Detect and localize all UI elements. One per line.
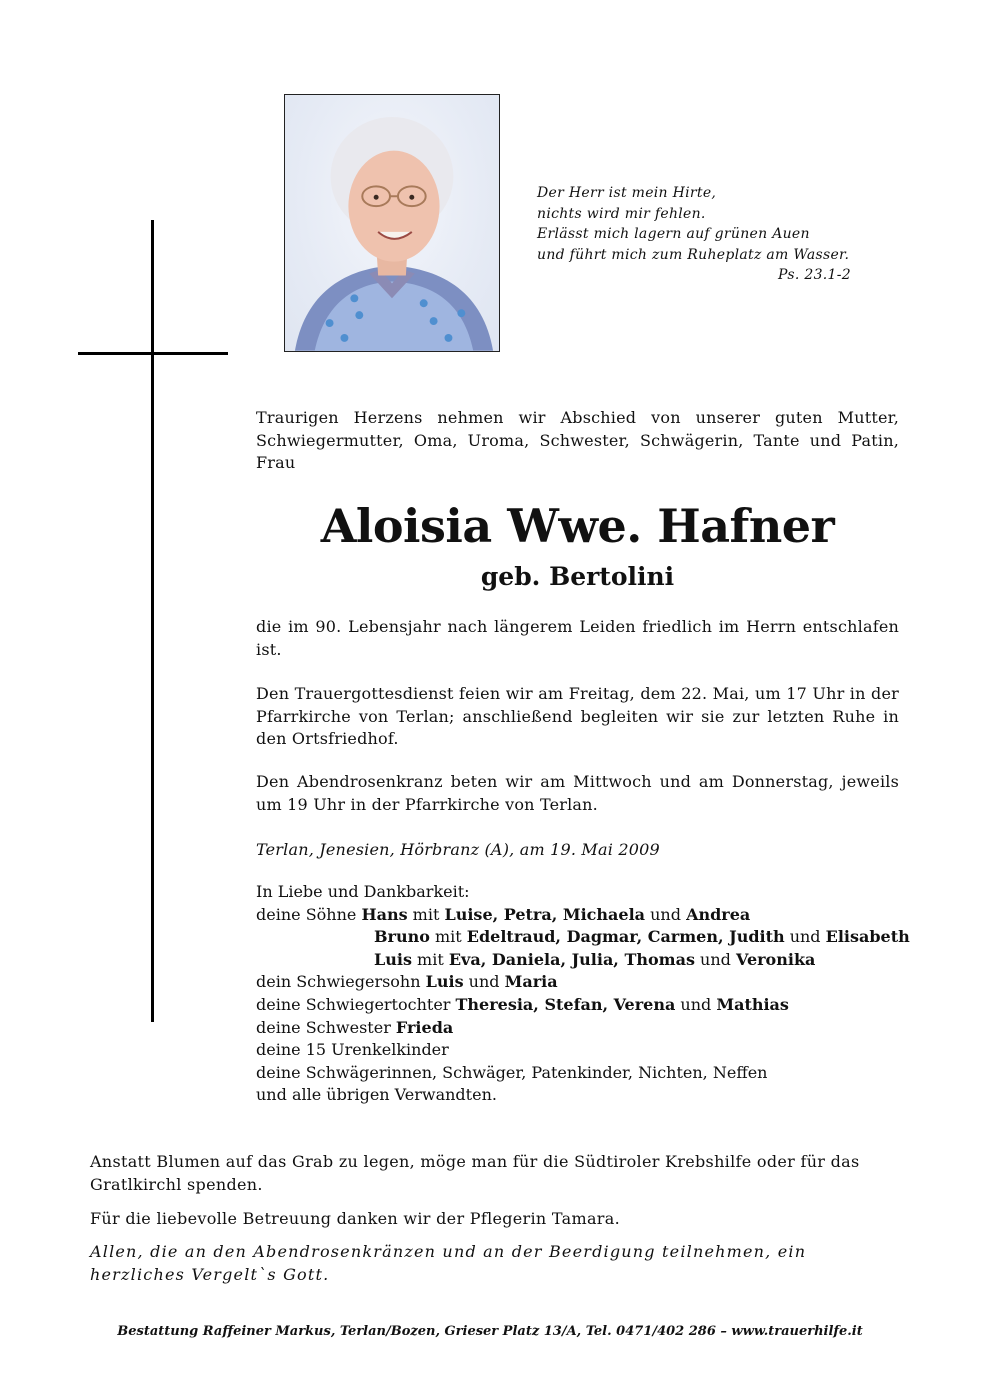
psalm-line: und führt mich zum Ruheplatz am Wasser. bbox=[537, 246, 850, 263]
son-name: Hans bbox=[361, 904, 408, 924]
son-family: Edeltraud, Dagmar, Carmen, Judith bbox=[466, 927, 785, 947]
connector: mit bbox=[407, 904, 445, 924]
psalm-line: Der Herr ist mein Hirte, bbox=[537, 185, 717, 201]
son-name: Luis bbox=[374, 949, 412, 969]
funeral-service-text: Den Trauergottesdienst feien wir am Freitag, dem 22. Mai, um 17 Uhr in der Pfarrkirche von Terlan; anschließend begleiten wir sie zur letzten Ruhe in den Ortsfriedhof. bbox=[256, 684, 899, 748]
mourners-row-daughterinlaw bbox=[256, 994, 916, 1017]
daughterinlaw-family: Theresia, Stefan, Verena bbox=[455, 994, 676, 1014]
mourners-list bbox=[256, 881, 916, 1107]
nurse-thanks: Für die liebevolle Betreuung danken wir der Pflegerin Tamara. bbox=[90, 1209, 620, 1228]
closing-thanks: Allen, die an den Abendrosenkränzen und an der Beerdigung teilnehmen, ein herzliches Vergelt`s Gott. bbox=[90, 1242, 807, 1284]
mourners-row-sister bbox=[256, 1017, 916, 1040]
sister-label: deine Schwester bbox=[256, 1017, 396, 1037]
mourners-row-son2 bbox=[256, 926, 916, 949]
intro-text: Traurigen Herzens nehmen wir Abschied von unserer guten Mutter, Schwiegermutter, Oma, Uroma, Schwester, Schwägerin, Tante und Patin, Frau bbox=[256, 408, 899, 472]
connector: und bbox=[645, 904, 687, 924]
donation-note: Anstatt Blumen auf das Grab zu legen, möge man für die Südtiroler Krebshilfe oder für das Gratlkirchl spenden. bbox=[90, 1152, 860, 1194]
cross-horizontal-bar bbox=[78, 352, 228, 355]
sons-label: deine Söhne bbox=[256, 904, 362, 924]
mourners-row-great-grandchildren: deine 15 Urenkelkinder bbox=[256, 1040, 449, 1060]
place-date: Terlan, Jenesien, Hörbranz (A), am 19. Mai 2009 bbox=[256, 840, 660, 859]
son-family-last: Veronika bbox=[736, 949, 816, 969]
psalm-line: nichts wird mir fehlen. bbox=[537, 205, 706, 222]
soninlaw-child: Maria bbox=[504, 972, 558, 992]
psalm-reference: Ps. 23.1-2 bbox=[778, 267, 851, 283]
portrait-photo bbox=[284, 94, 500, 352]
connector: und bbox=[694, 949, 736, 969]
connector: und bbox=[463, 972, 505, 992]
daughterinlaw-label: deine Schwiegertochter bbox=[256, 994, 456, 1014]
daughterinlaw-last: Mathias bbox=[716, 994, 789, 1014]
deceased-name: Aloisia Wwe. Hafner bbox=[320, 499, 835, 553]
psalm-quote bbox=[537, 183, 877, 286]
psalm-line: Erlässt mich lagern auf grünen Auen bbox=[537, 226, 810, 242]
cross-vertical-bar bbox=[151, 220, 154, 1022]
soninlaw-label: dein Schwiegersohn bbox=[256, 972, 426, 992]
mourners-opening: In Liebe und Dankbarkeit: bbox=[256, 882, 470, 901]
connector: mit bbox=[411, 949, 449, 969]
funeral-home-footer: Bestattung Raffeiner Markus, Terlan/Bozen, Grieser Platz 13/A, Tel. 0471/402 286 – www.trauerhilfe.it bbox=[117, 1324, 863, 1339]
sister-name: Frieda bbox=[395, 1017, 454, 1037]
son-family-last: Andrea bbox=[686, 904, 751, 924]
son-family: Eva, Daniela, Julia, Thomas bbox=[448, 949, 695, 969]
mourners-row-soninlaw bbox=[256, 971, 916, 994]
mourners-row-son1 bbox=[256, 904, 916, 927]
son-family: Luise, Petra, Michaela bbox=[444, 904, 646, 924]
connector: und bbox=[675, 994, 717, 1014]
son-name: Bruno bbox=[374, 927, 430, 947]
portrait-illustration bbox=[285, 95, 499, 351]
mourners-row-in-laws: deine Schwägerinnen, Schwäger, Patenkinder, Nichten, Neffen bbox=[256, 1062, 768, 1082]
death-notice-text: die im 90. Lebensjahr nach längerem Leiden friedlich im Herrn entschlafen ist. bbox=[256, 617, 899, 659]
son-family-last: Elisabeth bbox=[825, 927, 910, 947]
connector: mit bbox=[429, 927, 467, 947]
connector: und bbox=[784, 927, 826, 947]
rosary-text: Den Abendrosenkranz beten wir am Mittwoch und am Donnerstag, jeweils um 19 Uhr in der Pfarrkirche von Terlan. bbox=[256, 772, 899, 814]
soninlaw-name: Luis bbox=[425, 972, 464, 992]
deceased-birth-name: geb. Bertolini bbox=[480, 562, 675, 591]
mourners-row-relatives: und alle übrigen Verwandten. bbox=[256, 1085, 497, 1105]
mourners-row-son3 bbox=[256, 949, 916, 972]
